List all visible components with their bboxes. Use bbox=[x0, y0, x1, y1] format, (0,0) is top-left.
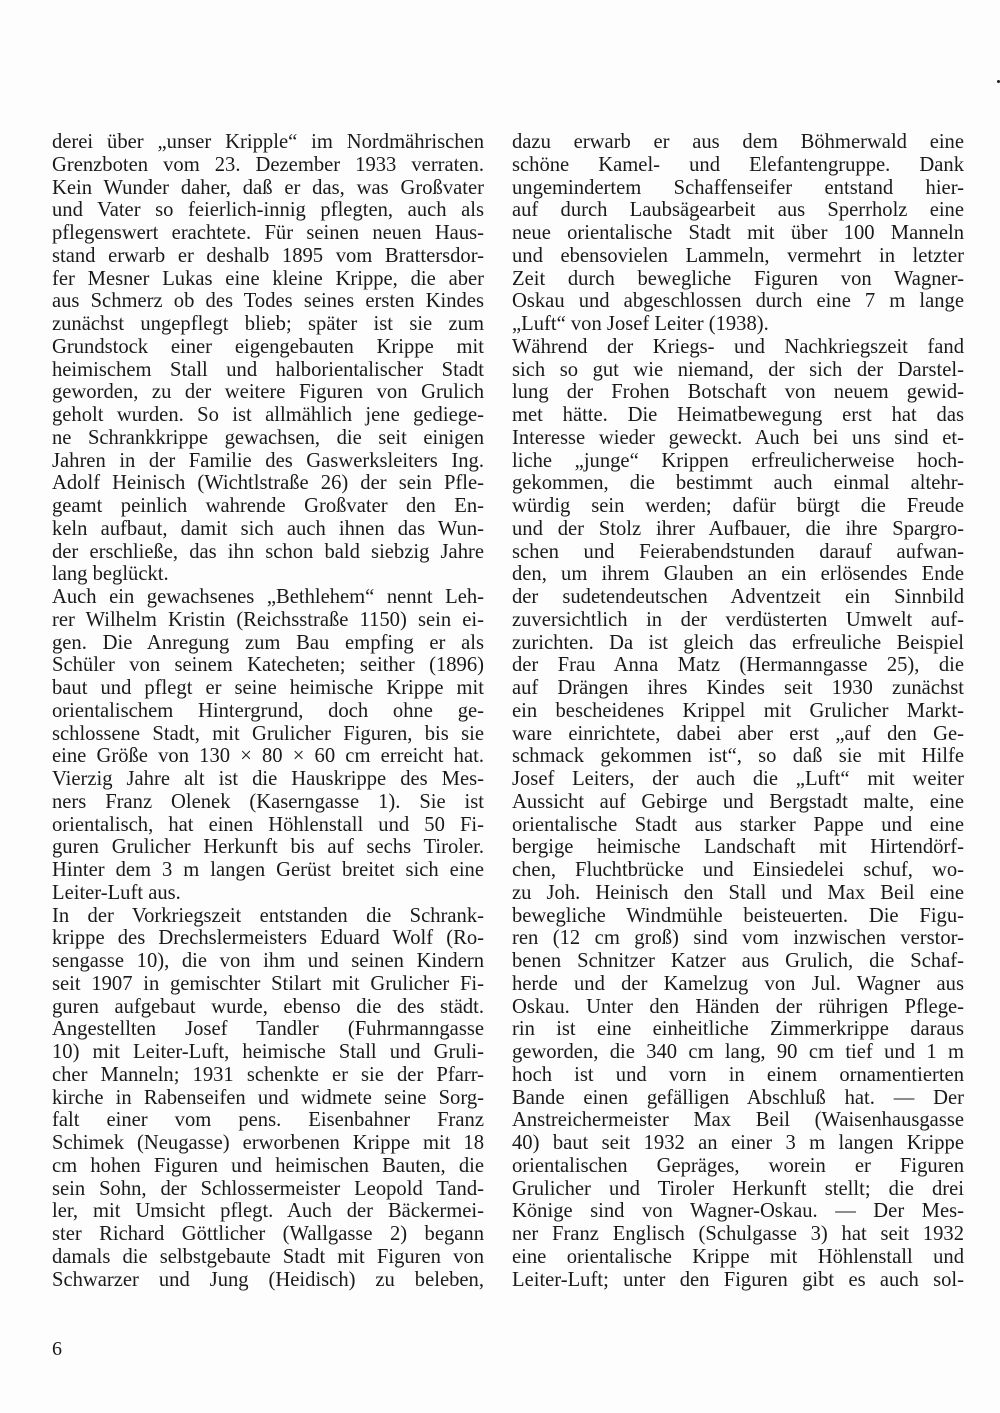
text-line: bergige heimische Landschaft mit Hirtendörf- bbox=[512, 836, 964, 859]
text-line: „Luft“ von Josef Leiter (1938). bbox=[512, 313, 769, 335]
text-line: der sudetendeutschen Adventzeit ein Sinnbild bbox=[512, 586, 964, 608]
text-line: zu Joh. Heinisch den Stall und Max Beil eine bbox=[512, 881, 964, 904]
text-line: gekommen, die bestimmt auch einmal altehr- bbox=[512, 472, 964, 495]
text-line: stand erwarb er deshalb 1895 vom Brattersdor- bbox=[52, 244, 484, 267]
text-line: sein Sohn, der Schlossermeister Leopold Tand- bbox=[52, 1177, 484, 1200]
text-line: den, um ihrem Glauben an ein erlösendes Ende bbox=[512, 563, 964, 586]
right-column bbox=[512, 131, 964, 1291]
text-line: eine Größe von 130 × 80 × 60 cm erreicht hat. bbox=[52, 745, 484, 768]
text-line: eine orientalische Krippe mit Höhlenstall und bbox=[512, 1245, 964, 1268]
text-line: ne Schrankkrippe gewachsen, die seit einigen bbox=[52, 426, 484, 449]
text-line: benen Schnitzer Katzer aus Grulich, die Schaf- bbox=[512, 950, 964, 972]
text-line: geworden, die 340 cm lang, 90 cm tief und 1 m bbox=[512, 1041, 964, 1063]
text-line: Adolf Heinisch (Wichtlstraße 26) der sein Pfle- bbox=[52, 472, 484, 495]
text-line: rin ist eine einheitliche Zimmerkrippe daraus bbox=[512, 1018, 964, 1041]
text-line: falt einer vom pens. Eisenbahner Franz bbox=[52, 1109, 484, 1132]
text-line: schen und Feierabendstunden darauf aufwan- bbox=[512, 540, 964, 563]
text-line: schmack gekommen ist“, so daß sie mit Hilfe bbox=[512, 745, 964, 768]
text-line: geholt wurden. So ist allmählich jene gediege- bbox=[52, 404, 484, 426]
text-line: würdig sein werden; dafür bürgt die Freude bbox=[512, 495, 964, 517]
text-line: Oskau und abgeschlossen durch eine 7 m lange bbox=[512, 290, 964, 313]
text-line: rer Wilhelm Kristin (Reichsstraße 1150) sein ei- bbox=[52, 608, 484, 631]
text-line: zuversichtlich in der verdüsterten Umwelt auf- bbox=[512, 608, 964, 631]
text-line: Schüler von seinem Katecheten; seither (1896) bbox=[52, 654, 484, 677]
text-line: orientalischen Gepräges, worein er Figuren bbox=[512, 1154, 964, 1177]
text-line: Leiter-Luft aus. bbox=[52, 881, 181, 904]
text-line: lang beglückt. bbox=[52, 563, 169, 586]
text-line: zurichten. Da ist gleich das erfreuliche Beispiel bbox=[512, 631, 964, 654]
text-line: Josef Leiters, der auch die „Luft“ mit weiter bbox=[512, 768, 964, 790]
text-line: guren Grulicher Herkunft bis auf sechs Tiroler. bbox=[52, 836, 484, 859]
text-line: Interesse wieder geweckt. Auch bei uns sind et- bbox=[512, 426, 964, 449]
text-line: sengasse 10), die von ihm und seinen Kindern bbox=[52, 950, 484, 972]
text-line: aus Schmerz ob des Todes seines ersten Kindes bbox=[52, 290, 484, 313]
text-line: guren aufgebaut wurde, ebenso die des städt. bbox=[52, 995, 484, 1018]
text-line: Anstreichermeister Max Beil (Waisenhausgasse bbox=[512, 1109, 964, 1132]
text-line: der Frau Anna Matz (Hermanngasse 25), die bbox=[512, 654, 964, 677]
text-line: sich so gut wie niemand, der sich der Darstel- bbox=[512, 358, 964, 381]
text-line: Aussicht auf Gebirge und Bergstadt malte, eine bbox=[512, 790, 964, 813]
text-line: fer Mesner Lukas eine kleine Krippe, die aber bbox=[52, 267, 484, 290]
text-line: schöne Kamel- und Elefantengruppe. Dank bbox=[512, 153, 964, 176]
text-line: hoch ist und vorn in einem ornamentierten bbox=[512, 1063, 964, 1086]
text-line: In der Vorkriegszeit entstanden die Schrank- bbox=[52, 904, 484, 927]
text-line: dazu erwarb er aus dem Böhmerwald eine bbox=[512, 131, 964, 153]
text-line: Könige sind von Wagner-Oskau. — Der Mes- bbox=[512, 1200, 964, 1223]
text-line: ein bescheidenes Krippel mit Grulicher Markt- bbox=[512, 699, 964, 722]
text-line: baut und pflegt er seine heimische Krippe mit bbox=[52, 677, 484, 699]
text-line: seit 1907 in gemischter Stilart mit Grulicher Fi- bbox=[52, 972, 484, 995]
text-line: Zeit durch bewegliche Figuren von Wagner- bbox=[512, 267, 964, 290]
text-line: ner Franz Englisch (Schulgasse 3) hat seit 1932 bbox=[512, 1223, 964, 1245]
text-line: orientalisch, hat einen Höhlenstall und 50 Fi- bbox=[52, 813, 484, 836]
text-line: krippe des Drechslermeisters Eduard Wolf (Ro- bbox=[52, 927, 484, 950]
text-line: kirche in Rabenseifen und widmete seine Sorg- bbox=[52, 1086, 484, 1109]
text-line: bewegliche Windmühle beisteuerten. Die Figu- bbox=[512, 904, 964, 927]
text-line: pflegenswert erachtete. Für seinen neuen Haus- bbox=[52, 222, 484, 244]
left-column bbox=[52, 131, 484, 1291]
text-line: ners Franz Olenek (Kaserngasse 1). Sie ist bbox=[52, 790, 484, 813]
text-line: und Vater so feierlich-innig pflegten, auch als bbox=[52, 199, 484, 222]
text-line: geamt peinlich wahrende Großvater den En- bbox=[52, 495, 484, 517]
text-line: Während der Kriegs- und Nachkriegszeit fand bbox=[512, 335, 964, 358]
text-line: ren (12 cm groß) sind vom inzwischen verstor- bbox=[512, 927, 964, 950]
text-line: Jahren in der Familie des Gaswerksleiters Ing. bbox=[52, 449, 484, 472]
text-line: Bande einen gefälligen Abschluß hat. — Der bbox=[512, 1086, 964, 1109]
text-line: orientalischem Hintergrund, doch ohne ge- bbox=[52, 699, 484, 722]
text-line: neue orientalische Stadt mit über 100 Manneln bbox=[512, 222, 964, 244]
text-line: met hätte. Die Heimatbewegung erst hat das bbox=[512, 404, 964, 426]
text-line: Vierzig Jahre alt ist die Hauskrippe des Mes- bbox=[52, 768, 484, 790]
text-line: Auch ein gewachsenes „Bethlehem“ nennt Leh- bbox=[52, 586, 484, 608]
text-line: Oskau. Unter den Händen der rührigen Pflege- bbox=[512, 995, 964, 1018]
text-line: damals die selbstgebaute Stadt mit Figuren von bbox=[52, 1245, 484, 1268]
text-line: lung der Frohen Botschaft von neuem gewid- bbox=[512, 381, 964, 404]
text-line: gen. Die Anregung zum Bau empfing er als bbox=[52, 631, 484, 654]
text-line: ster Richard Göttlicher (Wallgasse 2) begann bbox=[52, 1223, 484, 1245]
text-line: 10) mit Leiter-Luft, heimische Stall und Gruli- bbox=[52, 1041, 484, 1063]
text-line: Grulicher und Tiroler Herkunft stellt; die drei bbox=[512, 1177, 964, 1200]
text-line: Kein Wunder daher, daß er das, was Großvater bbox=[52, 176, 484, 199]
text-line: der erschließe, das ihn schon bald siebzig Jahre bbox=[52, 540, 484, 563]
text-line: keln aufbaut, damit sich auch ihnen das Wun- bbox=[52, 517, 484, 540]
text-line: ware einrichtete, dabei aber erst „auf den Ge- bbox=[512, 722, 964, 745]
text-line: ungemindertem Schaffenseifer entstand hier- bbox=[512, 176, 964, 199]
text-line: orientalische Stadt aus starker Pappe und eine bbox=[512, 813, 964, 836]
text-line: derei über „unser Kripple“ im Nordmährischen bbox=[52, 131, 484, 153]
text-line: geworden, zu der weitere Figuren von Grulich bbox=[52, 381, 484, 404]
text-line: Grundstock einer eigengebauten Krippe mit bbox=[52, 335, 484, 358]
text-line: Schwarzer und Jung (Heidisch) zu beleben, bbox=[52, 1268, 484, 1291]
page-number: 6 bbox=[52, 1338, 62, 1360]
text-line: cher Manneln; 1931 schenkte er sie der Pfarr- bbox=[52, 1063, 484, 1086]
text-line: und ebensovielen Lammeln, vermehrt in letzter bbox=[512, 244, 964, 267]
text-line: Angestellten Josef Tandler (Fuhrmanngasse bbox=[52, 1018, 484, 1041]
text-line: und der Stolz ihrer Aufbauer, die ihre Spargro- bbox=[512, 517, 964, 540]
text-line: auf durch Laubsägearbeit aus Sperrholz eine bbox=[512, 199, 964, 222]
text-line: cm hohen Figuren und heimischen Bauten, die bbox=[52, 1154, 484, 1177]
text-line: Grenzboten vom 23. Dezember 1933 verraten. bbox=[52, 153, 484, 176]
text-line: Hinter dem 3 m langen Gerüst breitet sich eine bbox=[52, 859, 484, 881]
text-line: zunächst ungepflegt blieb; später ist sie zum bbox=[52, 313, 484, 335]
text-line: liche „junge“ Krippen erfreulicherweise hoch- bbox=[512, 449, 964, 472]
text-line: auf Drängen ihres Kindes seit 1930 zunächst bbox=[512, 677, 964, 699]
text-line: ler, mit Umsicht pflegt. Auch der Bäckermei- bbox=[52, 1200, 484, 1223]
text-line: herde und der Kamelzug von Jul. Wagner aus bbox=[512, 972, 964, 995]
text-line: 40) baut seit 1932 an einer 3 m langen Krippe bbox=[512, 1132, 964, 1154]
text-line: heimischem Stall und halborientalischer Stadt bbox=[52, 358, 484, 381]
text-line: chen, Fluchtbrücke und Einsiedelei schuf, wo- bbox=[512, 859, 964, 881]
text-line: Leiter-Luft; unter den Figuren gibt es auch sol- bbox=[512, 1268, 964, 1291]
text-line: Schimek (Neugasse) erworbenen Krippe mit 18 bbox=[52, 1132, 484, 1154]
text-line: schlossene Stadt, mit Grulicher Figuren, bis sie bbox=[52, 722, 484, 745]
